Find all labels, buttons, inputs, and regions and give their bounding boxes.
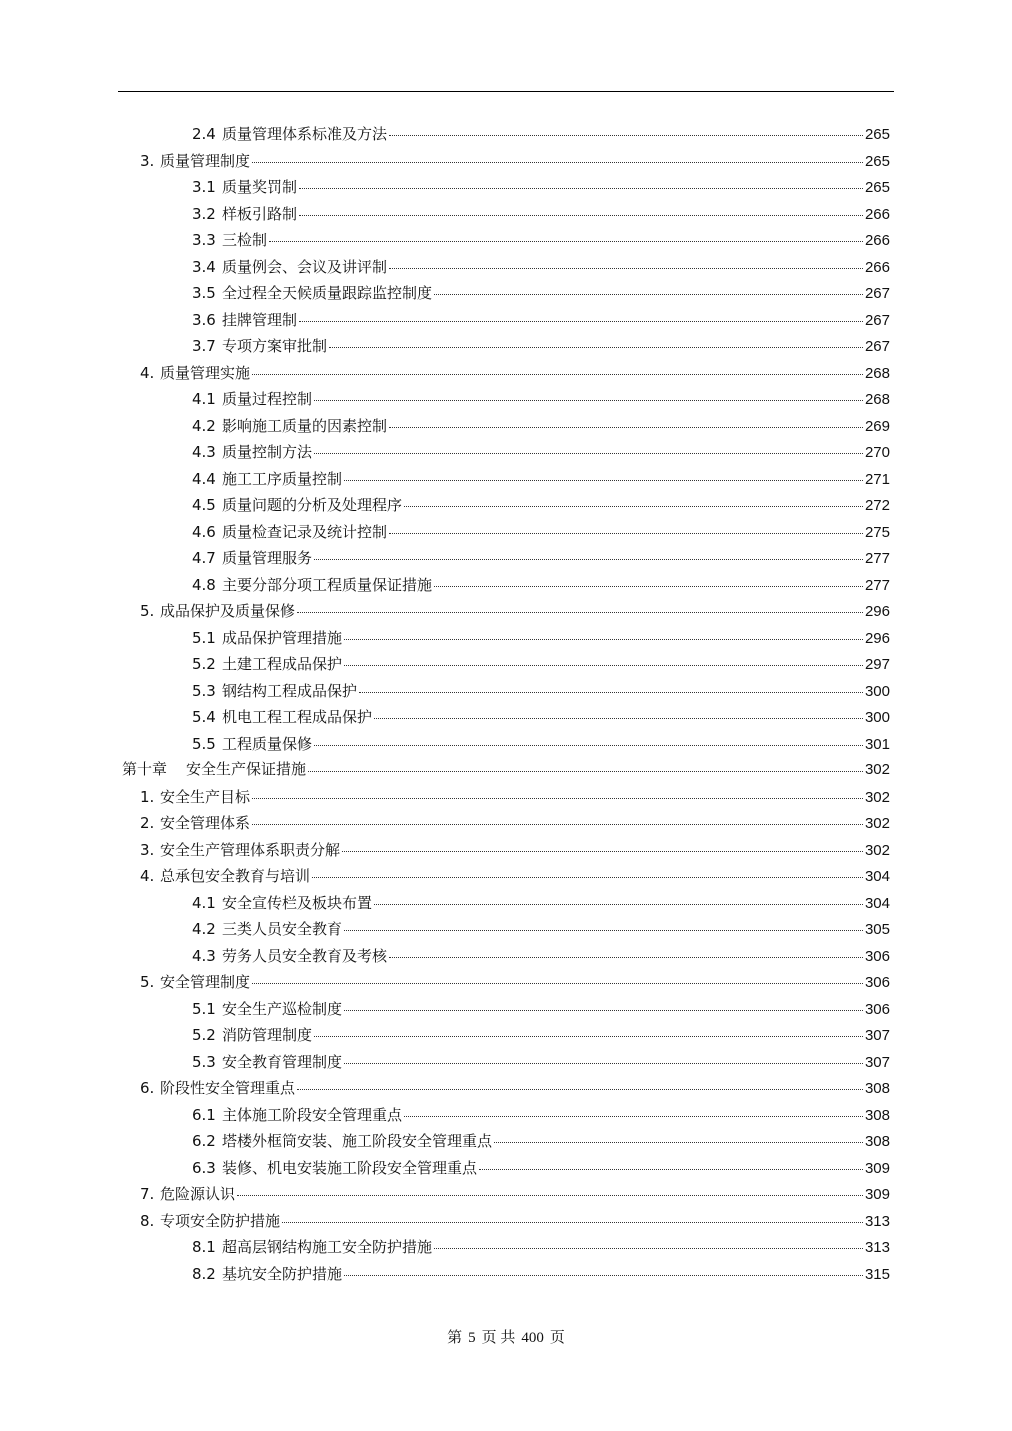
toc-entry-title: 劳务人员安全教育及考核 [222,946,388,965]
toc-entry[interactable] [192,1155,890,1181]
toc-dot-leader [299,321,863,322]
toc-entry-title: 质量奖罚制 [222,178,298,196]
toc-dot-leader [314,559,863,560]
toc-dot-leader [389,135,863,136]
toc-dot-leader [344,480,863,481]
toc-dot-leader [344,639,863,640]
toc-entry-number: 4.3 [192,946,216,965]
toc-entry-page-number: 270 [864,444,890,461]
toc-entry-page-number: 302 [864,788,890,806]
toc-entry-title: 基坑安全防护措施 [222,1264,343,1283]
toc-entry[interactable] [192,413,890,439]
toc-entry-number: 4.4 [192,469,216,488]
toc-entry[interactable] [192,545,890,571]
toc-entry-page-number: 306 [864,974,890,991]
toc-entry-title: 三类人员安全教育 [222,920,343,938]
toc-entry-title: 工程质量保修 [222,734,313,753]
toc-entry[interactable] [140,969,890,995]
toc-entry-number: 4. [140,363,155,382]
toc-entry-number: 4.2 [192,416,216,435]
toc-entry-title: 主要分部分项工程质量保证措施 [222,575,433,594]
toc-entry-number: 6. [140,1079,155,1097]
footer-mid: 页 共 [481,1330,516,1346]
toc-entry-title: 安全管理体系 [160,814,251,832]
toc-entry-page-number: 304 [864,868,890,885]
toc-entry-page-number: 267 [864,285,890,302]
toc-entry-title: 安全生产管理体系职责分解 [160,840,341,859]
toc-entry[interactable] [140,863,890,889]
toc-entry-number: 7. [140,1185,155,1203]
toc-dot-leader [252,162,863,163]
toc-entry[interactable] [192,651,890,677]
toc-entry-title: 总承包安全教育与培训 [160,867,311,885]
toc-entry-title: 质量管理服务 [222,549,313,567]
toc-dot-leader [299,215,863,216]
toc-dot-leader [237,1195,863,1196]
toc-entry[interactable] [192,466,890,492]
toc-entry-page-number: 272 [864,497,890,514]
toc-entry-number: 5.1 [192,999,216,1018]
toc-entry-title: 土建工程成品保护 [222,655,343,673]
toc-entry-number: 3.4 [192,257,216,276]
toc-entry-number: 3. [140,840,155,859]
toc-entry[interactable] [140,1075,890,1101]
toc-dot-leader [297,612,863,613]
toc-entry[interactable] [192,678,890,704]
toc-dot-leader [282,1222,863,1223]
toc-entry-page-number: 306 [864,1000,890,1018]
toc-entry-number: 5.1 [192,628,216,647]
toc-entry-page-number: 309 [864,1186,890,1203]
toc-entry-number: 5.3 [192,1052,216,1071]
toc-entry-title: 施工工序质量控制 [222,469,343,488]
toc-entry-number: 3.1 [192,178,216,196]
toc-dot-leader [252,798,863,799]
toc-entry[interactable] [192,1261,890,1287]
toc-entry-number: 4.2 [192,920,216,938]
toc-dot-leader [297,1089,863,1090]
toc-entry-title: 专项方案审批制 [222,337,328,355]
toc-entry-page-number: 266 [864,205,890,223]
toc-entry[interactable] [192,1234,890,1260]
toc-entry-number: 2.4 [192,125,216,143]
toc-entry-title: 质量管理制度 [160,151,251,170]
toc-entry-page-number: 307 [864,1027,890,1044]
toc-entry-number: 8.2 [192,1264,216,1283]
toc-entry[interactable] [192,572,890,598]
toc-entry-page-number: 305 [864,921,890,938]
toc-entry-page-number: 266 [864,258,890,276]
toc-dot-leader [389,957,863,958]
toc-dot-leader [404,1116,863,1117]
footer-total-pages: 400 [521,1330,544,1346]
toc-entry-page-number: 266 [864,232,890,249]
toc-entry[interactable] [192,519,890,545]
toc-dot-leader [299,188,863,189]
toc-entry-title: 样板引路制 [222,204,298,223]
toc-entry-title: 质量控制方法 [222,443,313,461]
toc-entry-page-number: 307 [864,1053,890,1071]
toc-entry-number: 5.4 [192,708,216,726]
toc-entry-number: 6.2 [192,1132,216,1150]
toc-entry-title: 机电工程工程成品保护 [222,708,373,726]
toc-entry[interactable] [140,837,890,863]
toc-entry-number: 3.6 [192,310,216,329]
toc-entry-title: 影响施工质量的因素控制 [222,416,388,435]
toc-dot-leader [434,1248,863,1249]
toc-dot-leader [252,983,863,984]
toc-entry-number: 1. [140,787,155,806]
toc-entry[interactable] [192,254,890,280]
toc-entry-title: 质量过程控制 [222,390,313,408]
toc-entry-title: 安全生产目标 [160,787,251,806]
toc-entry[interactable] [192,1128,890,1154]
toc-entry[interactable] [192,227,890,253]
toc-entry-title: 消防管理制度 [222,1026,313,1044]
toc-entry-number: 5. [140,973,155,991]
toc-entry[interactable] [192,916,890,942]
toc-entry[interactable] [122,757,890,783]
toc-entry-page-number: 265 [864,179,890,196]
toc-dot-leader [389,268,863,269]
toc-entry[interactable] [192,386,890,412]
toc-entry-number: 3.2 [192,204,216,223]
toc-entry-page-number: 277 [864,550,890,567]
toc-dot-leader [314,453,863,454]
toc-dot-leader [389,427,863,428]
toc-entry-page-number: 313 [864,1239,890,1256]
toc-entry-number: 5. [140,602,155,620]
toc-dot-leader [434,586,863,587]
toc-entry-title: 安全教育管理制度 [222,1052,343,1071]
toc-dot-leader [308,771,863,772]
toc-entry-number: 4.1 [192,390,216,408]
toc-entry-page-number: 296 [864,629,890,647]
toc-entry-page-number: 304 [864,894,890,912]
toc-entry-page-number: 302 [864,761,890,778]
toc-entry-number: 8. [140,1211,155,1230]
toc-entry-number: 4.3 [192,443,216,461]
toc-dot-leader [314,1036,863,1037]
toc-entry-number: 4.5 [192,496,216,514]
toc-dot-leader [314,745,863,746]
toc-entry[interactable] [140,360,890,386]
toc-entry-title: 质量管理体系标准及方法 [222,125,388,143]
toc-entry-page-number: 277 [864,576,890,594]
toc-dot-leader [434,294,863,295]
toc-entry-page-number: 268 [864,364,890,382]
toc-entry-title: 安全生产巡检制度 [222,999,343,1018]
toc-entry-title: 超高层钢结构施工安全防护措施 [222,1238,433,1256]
toc-entry[interactable] [192,1102,890,1128]
toc-entry-page-number: 296 [864,603,890,620]
toc-entry-number: 4.6 [192,522,216,541]
toc-entry-page-number: 309 [864,1159,890,1177]
toc-entry[interactable] [192,174,890,200]
toc-entry[interactable] [192,333,890,359]
toc-entry-page-number: 271 [864,470,890,488]
toc-entry-page-number: 265 [864,126,890,143]
footer-suffix: 页 [549,1330,565,1346]
toc-entry[interactable] [192,943,890,969]
toc-entry-page-number: 267 [864,311,890,329]
toc-entry-number: 2. [140,814,155,832]
toc-entry[interactable] [192,1022,890,1048]
toc-entry[interactable] [140,784,890,810]
toc-dot-leader [479,1169,863,1170]
toc-entry[interactable] [192,1049,890,1075]
toc-entry-title: 钢结构工程成品保护 [222,681,358,700]
toc-entry-number: 6.1 [192,1105,216,1124]
toc-dot-leader [329,347,863,348]
toc-entry-title: 专项安全防护措施 [160,1211,281,1230]
toc-entry[interactable] [192,201,890,227]
toc-entry-number: 5.5 [192,734,216,753]
footer-current-page: 5 [468,1330,476,1346]
toc-entry-number: 3.7 [192,337,216,355]
toc-dot-leader [252,374,863,375]
toc-entry[interactable] [192,121,890,147]
toc-entry-page-number: 308 [864,1133,890,1150]
toc-entry-number: 8.1 [192,1238,216,1256]
toc-entry-title: 安全生产保证措施 [186,762,307,778]
toc-dot-leader [344,665,863,666]
toc-entry-title: 危险源认识 [160,1185,236,1203]
toc-dot-leader [389,533,863,534]
toc-entry-title: 成品保护及质量保修 [160,602,296,620]
toc-entry[interactable] [192,731,890,757]
footer-prefix: 第 [447,1330,463,1346]
toc-entry-page-number: 268 [864,391,890,408]
toc-entry-title: 质量管理实施 [160,363,251,382]
toc-entry-page-number: 297 [864,656,890,673]
toc-entry-number: 5.2 [192,655,216,673]
page-footer [0,1326,1012,1347]
toc-entry[interactable] [192,996,890,1022]
toc-entry[interactable] [140,148,890,174]
toc-entry-page-number: 313 [864,1212,890,1230]
toc-entry-title: 全过程全天候质量跟踪监控制度 [222,284,433,302]
toc-dot-leader [404,506,863,507]
toc-entry-title: 质量问题的分析及处理程序 [222,496,403,514]
toc-entry-number: 4. [140,867,155,885]
toc-dot-leader [269,241,863,242]
toc-entry-number: 第十章 [122,762,168,778]
toc-dot-leader [312,877,863,878]
toc-dot-leader [344,1010,863,1011]
toc-dot-leader [314,400,863,401]
toc-entry-number: 5.3 [192,681,216,700]
toc-entry-title: 阶段性安全管理重点 [160,1079,296,1097]
toc-entry-number: 6.3 [192,1158,216,1177]
toc-entry-title: 质量检查记录及统计控制 [222,522,388,541]
toc-entry[interactable] [140,810,890,836]
toc-entry-number: 3.5 [192,284,216,302]
toc-entry[interactable] [140,1181,890,1207]
toc-entry-page-number: 302 [864,815,890,832]
toc-entry-title: 塔楼外框筒安装、施工阶段安全管理重点 [222,1132,493,1150]
toc-entry-page-number: 306 [864,947,890,965]
toc-entry-page-number: 315 [864,1265,890,1283]
toc-entry[interactable] [192,492,890,518]
toc-entry-page-number: 301 [864,735,890,753]
toc-entry-number: 3. [140,151,155,170]
toc-entry-page-number: 275 [864,523,890,541]
toc-dot-leader [342,851,863,852]
toc-entry-page-number: 308 [864,1080,890,1097]
toc-entry-title: 安全管理制度 [160,973,251,991]
toc-entry-title: 装修、机电安装施工阶段安全管理重点 [222,1158,478,1177]
toc-entry[interactable] [192,704,890,730]
toc-dot-leader [494,1142,863,1143]
toc-entry-page-number: 308 [864,1106,890,1124]
toc-entry[interactable] [192,890,890,916]
toc-dot-leader [374,904,863,905]
toc-entry[interactable] [192,625,890,651]
toc-entry-title: 质量例会、会议及讲评制 [222,257,388,276]
toc-entry-title: 挂牌管理制 [222,310,298,329]
toc-entry-title: 成品保护管理措施 [222,628,343,647]
toc-dot-leader [252,824,863,825]
toc-entry-title: 安全宣传栏及板块布置 [222,893,373,912]
toc-dot-leader [344,1275,863,1276]
header-rule [118,91,894,92]
toc-entry-page-number: 300 [864,709,890,726]
toc-entry-number: 5.2 [192,1026,216,1044]
toc-entry-number: 4.7 [192,549,216,567]
toc-entry-number: 4.1 [192,893,216,912]
toc-entry[interactable] [140,598,890,624]
toc-dot-leader [374,718,863,719]
toc-entry-number: 3.3 [192,231,216,249]
toc-entry-page-number: 267 [864,338,890,355]
toc-entry-page-number: 269 [864,417,890,435]
toc-dot-leader [359,692,863,693]
toc-entry[interactable] [192,439,890,465]
toc-entry[interactable] [140,1208,890,1234]
toc-entry-page-number: 302 [864,841,890,859]
toc-entry-number: 4.8 [192,575,216,594]
toc-dot-leader [344,930,863,931]
toc-dot-leader [344,1063,863,1064]
toc-entry[interactable] [192,280,890,306]
toc-entry[interactable] [192,307,890,333]
toc-entry-title: 三检制 [222,231,268,249]
toc-entry-title: 主体施工阶段安全管理重点 [222,1105,403,1124]
toc-entry-page-number: 300 [864,682,890,700]
toc-entry-page-number: 265 [864,152,890,170]
